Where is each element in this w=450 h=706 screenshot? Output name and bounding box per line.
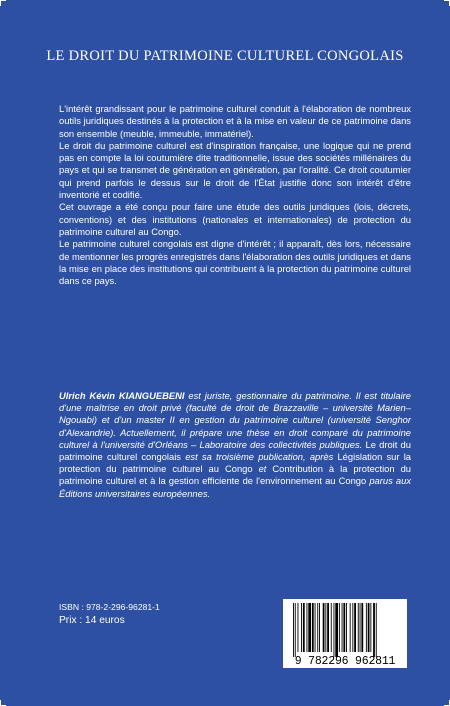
- barcode-bar: [346, 603, 347, 652]
- isbn-label: ISBN : 978-2-296-96281-1: [59, 602, 160, 612]
- barcode-bar: [317, 603, 318, 652]
- barcode-bar: [301, 603, 302, 652]
- barcode: [283, 599, 407, 668]
- barcode-bar: [370, 603, 371, 652]
- barcode-bar: [325, 603, 326, 652]
- barcode-bar: [323, 603, 325, 652]
- blurb-paragraph: Cet ouvrage a été conçu pour faire une étude des outils juridiques (lois, décrets, conventions) et des institutions (nationales et internationales) de protection du patrimoine culturel au Congo.: [59, 201, 411, 237]
- barcode-bar: [335, 603, 338, 657]
- author-bio: [59, 390, 411, 500]
- bio-book-title: Législation sur la protection du patrimoine culturel au Congo: [59, 451, 411, 475]
- barcode-bar: [360, 603, 361, 652]
- barcode-bar: [376, 603, 377, 657]
- barcode-bar: [319, 603, 320, 652]
- price-label: Prix : 14 euros: [59, 615, 125, 626]
- barcode-bar: [354, 603, 356, 652]
- barcode-bar: [308, 603, 311, 652]
- barcode-bar: [339, 603, 340, 652]
- barcode-bar: [373, 603, 375, 657]
- blurb-paragraph: Le droit du patrimoine culturel est d'inspiration française, une logique qui ne prend pas en compte la loi coutumière dite traditionnelle, issue des sociétés millénaires du pays et qui se transmet de génération en génération, par l'oralité. Ce droit coutumier qui prend parfois le dessus sur le droit de l'État justifie donc son intérêt d'être inventorié et codifié.: [59, 139, 411, 201]
- barcode-bar: [350, 603, 351, 652]
- barcode-bar: [303, 603, 305, 652]
- barcode-bar: [312, 603, 314, 652]
- bio-text: parus aux Éditions universitaires européennes.: [59, 475, 412, 499]
- barcode-bar: [331, 603, 332, 652]
- book-title: LE DROIT DU PATRIMOINE CULTUREL CONGOLAIS: [46, 48, 404, 64]
- barcode-bars: [283, 599, 407, 657]
- crop-mark: [0, 700, 1, 706]
- barcode-bar: [352, 603, 353, 652]
- barcode-bar: [343, 603, 345, 652]
- barcode-bar: [334, 603, 335, 657]
- bio-book-title: Le droit du patrimoine culturel congolais: [59, 438, 411, 463]
- barcode-bar: [307, 603, 308, 652]
- barcode-digits: 9 782296 962811: [294, 655, 396, 668]
- barcode-bar: [293, 603, 294, 657]
- barcode-bar: [361, 603, 363, 652]
- barcode-bar: [368, 603, 370, 652]
- blurb-paragraph: Le patrimoine culturel congolais est digne d'intérêt ; il apparaît, dès lors, nécessaire de mentionner les progrès enregistrés dans l'élaboration des outils juridiques et dans la mise en place des institutions qui contribuent à la protection du patrimoine culturel dans ce pays.: [59, 238, 411, 287]
- bio-book-title: Contribution à la protection du patrimoine culturel et à la gestion efficiente de l'environnement au Congo: [59, 463, 412, 487]
- barcode-bar: [298, 603, 299, 652]
- blurb: [59, 103, 411, 287]
- barcode-bar: [366, 603, 367, 652]
- bio-text: et: [258, 463, 267, 475]
- barcode-bar: [315, 603, 316, 652]
- barcode-bar: [327, 603, 329, 652]
- bio-text: est sa troisième publication, après: [185, 451, 334, 463]
- barcode-bar: [295, 603, 296, 657]
- blurb-paragraph: L'intérêt grandissant pour le patrimoine culturel conduit à l'élaboration de nombreux outils juridiques destinés à la protection et à la mise en valeur de ce patrimoine dans son ensemble (meuble, immeuble, immatériel).: [59, 103, 411, 139]
- barcode-bar: [342, 603, 343, 652]
- book-info: [59, 600, 160, 628]
- crop-mark: [0, 0, 1, 6]
- author-name: Ulrich Kévin KIANGUEBENI: [59, 390, 185, 401]
- bio-text: est juriste, gestionnaire du patrimoine. Il est titulaire d'une maîtrise en droit privé (faculté de droit de Brazzaville – université Marien–Ngouabi) et d'un master II en gestion du patrimoine culturel (université Senghor d'Alexandrie). Actuellement, il prépare une thèse en droit comparé du patrimoine culturel à l'université d'Orléans – Laboratoire des collectivités publiques.: [59, 390, 411, 450]
- barcode-bar: [358, 603, 359, 652]
